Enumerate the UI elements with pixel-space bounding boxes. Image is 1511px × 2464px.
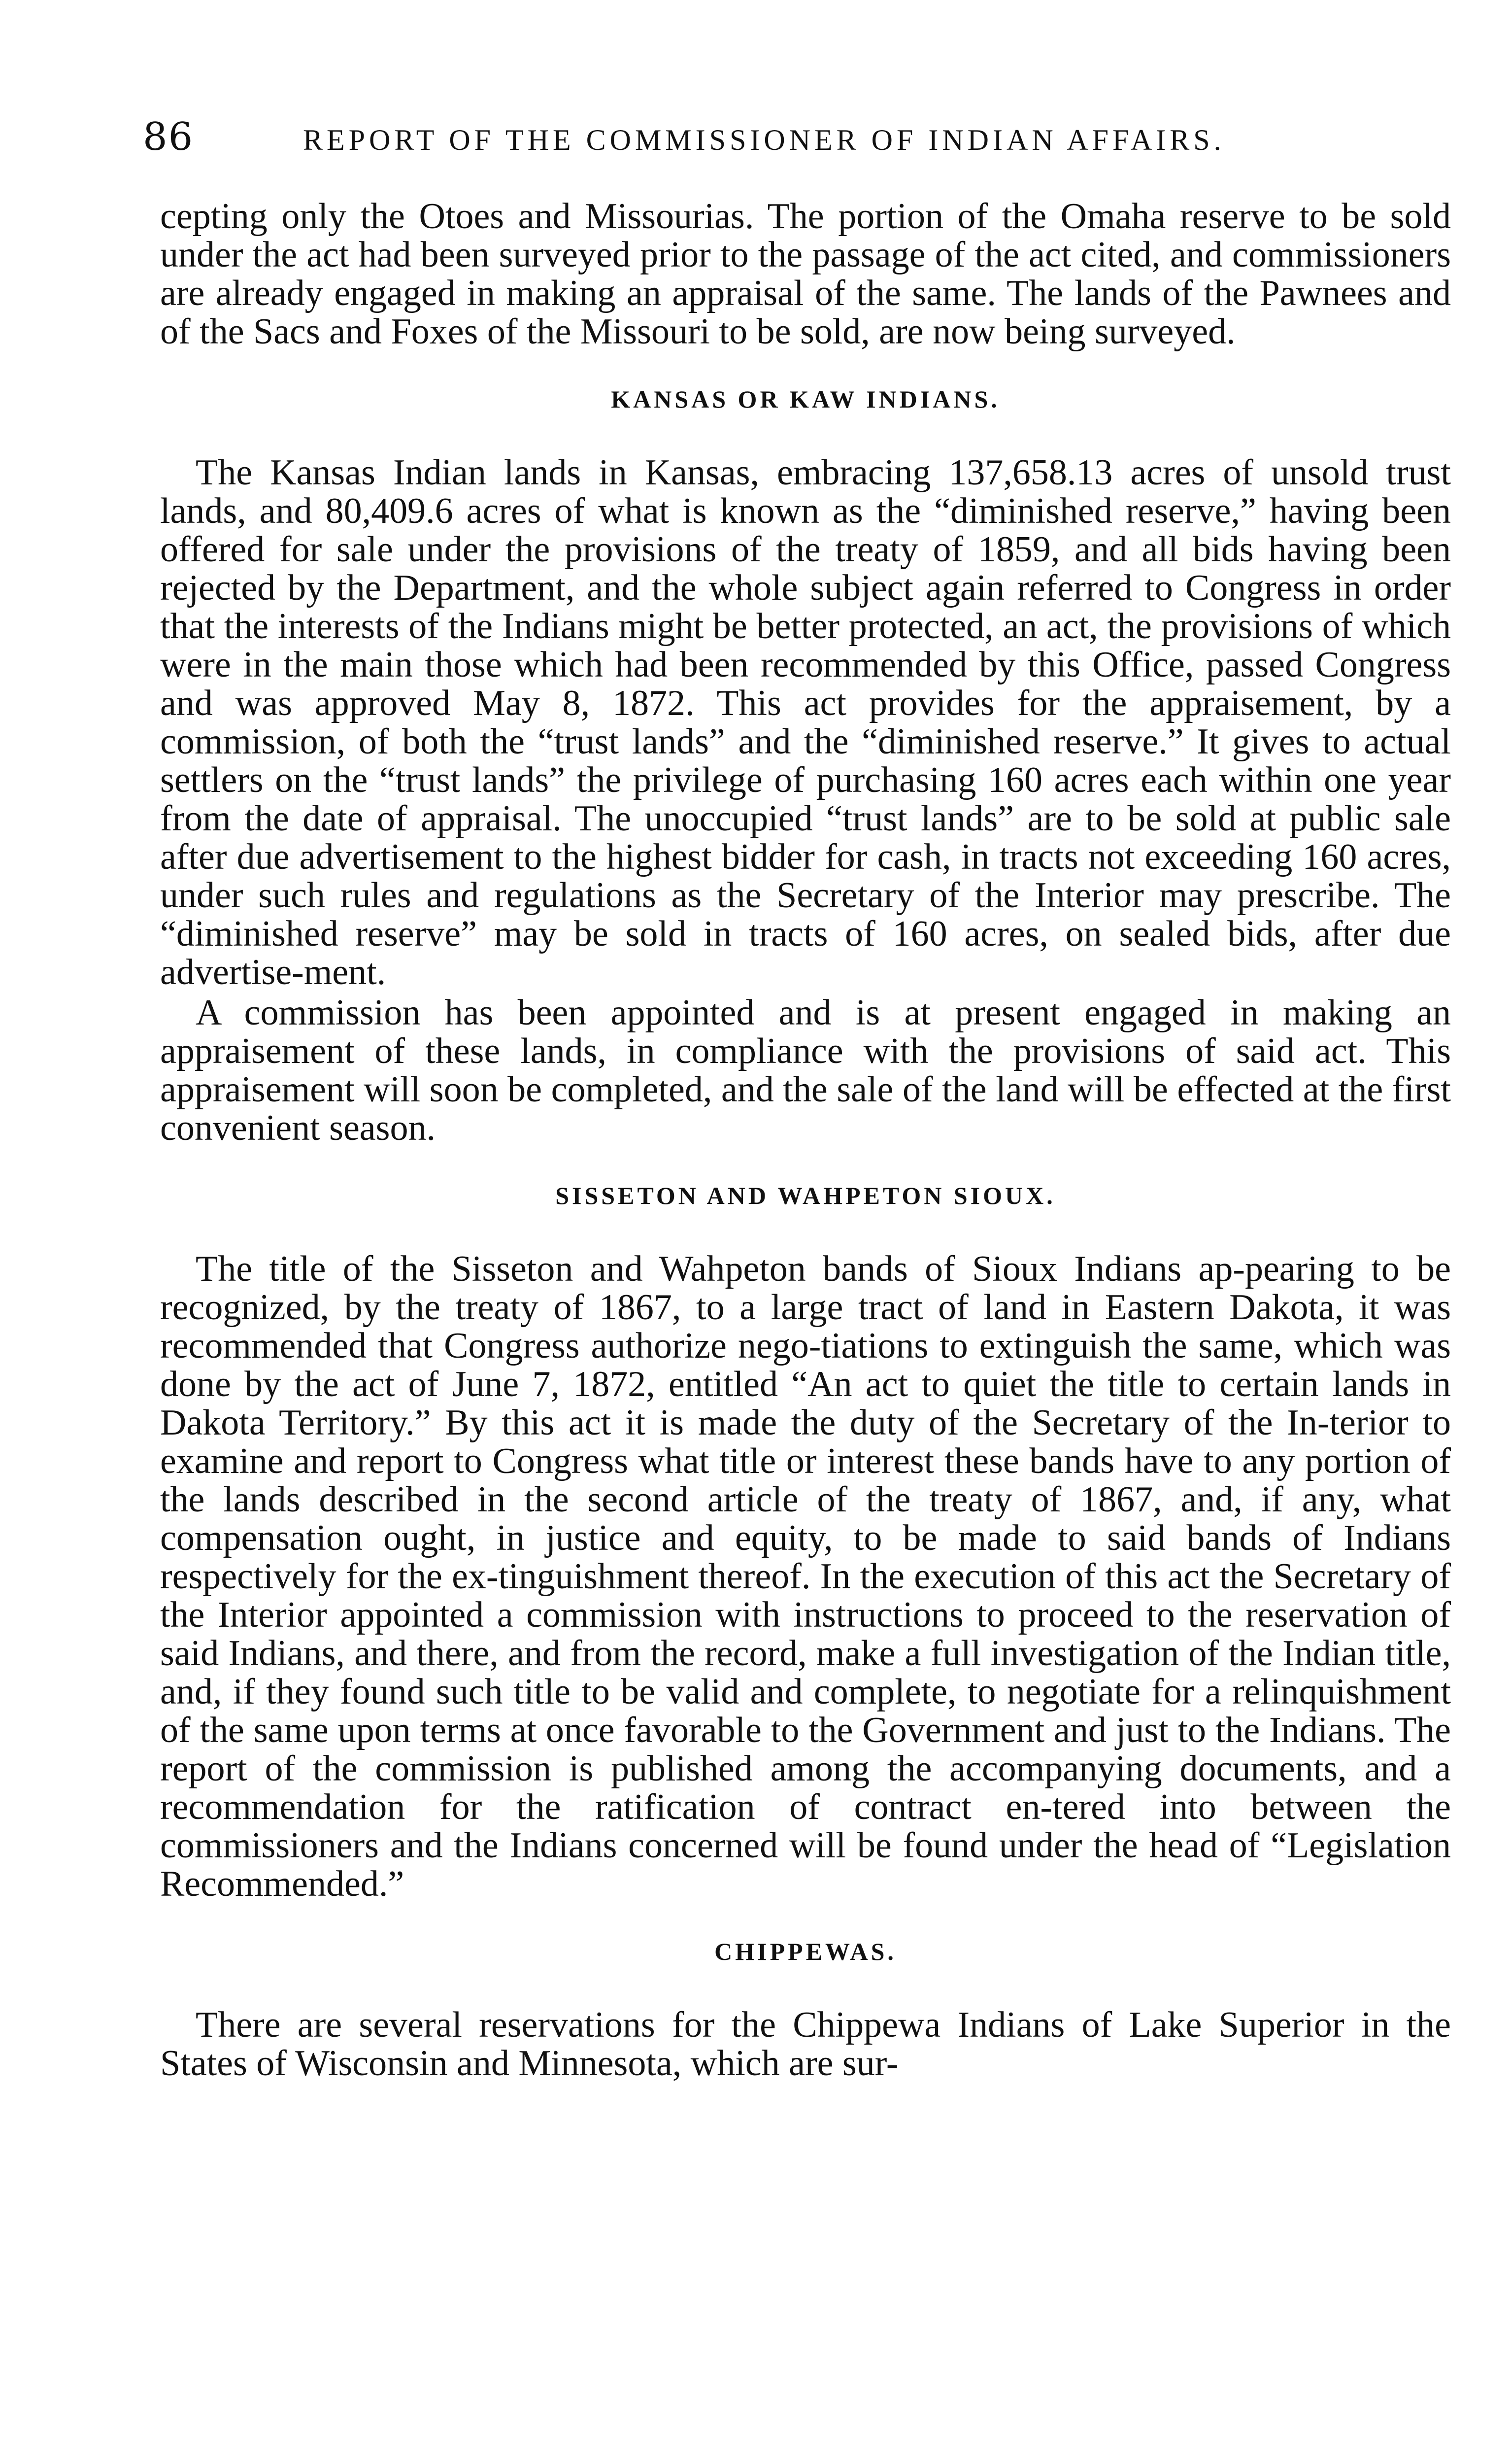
spacer	[160, 1971, 1451, 2006]
spacer	[160, 1215, 1451, 1250]
intro-paragraph: cepting only the Otoes and Missourias. The portion of the Omaha reserve to be sold under the act had been surveyed prior to the passage of the act cited, and commissioners are already engaged in making an appraisal of the same. The lands of the Pawnees and of the Sacs and Foxes of the Missouri to be sold, are now being surveyed.	[160, 196, 1451, 352]
section-heading-chippewas: CHIPPEWAS.	[714, 1938, 897, 1965]
chippewas-paragraph: There are several reservations for the Chippewa Indians of Lake Superior in the States of Wisconsin and Minnesota, which are sur-	[160, 2005, 1451, 2084]
sisseton-paragraph: The title of the Sisseton and Wahpeton bands of Sioux Indians ap-pearing to be recognized, by the treaty of 1867, to a large tract of land in Eastern Dakota, it was recommended that Congress authorize nego-tiations to extinguish the same, which was done by the act of June 7, 1872, entitled “An act to quiet the title to certain lands in Dakota Territory.” By this act it is made the duty of the Secretary of the In-terior to examine and report to Congress what title or interest these bands have to any portion of the lands described in the second article of the treaty of 1867, and, if any, what compensation ought, in justice and equity, to be made to said bands of Indians respectively for the ex-tinguishment thereof. In the execution of this act the Secretary of the Interior appointed a commission with instructions to proceed to the reservation of said Indians, and there, and from the record, make a full investigation of the Indian title, and, if they found such title to be valid and complete, to negotiate for a relinquishment of the same upon terms at once favorable to the Government and just to the Indians. The report of the commission is published among the accompanying documents, and a recommendation for the ratification of contract en-tered into between the commissioners and the Indians concerned will be found under the head of “Legislation Recommended.”	[160, 1249, 1451, 1904]
spacer	[160, 419, 1451, 453]
section-heading-sisseton: SISSETON AND WAHPETON SIOUX.	[555, 1182, 1056, 1209]
kansas-paragraph-1: The Kansas Indian lands in Kansas, embracing 137,658.13 acres of unsold trust lands, and 80,409.6 acres of what is known as the “diminished reserve,” having been offered for sale under the provisions of the treaty of 1859, and all bids having been rejected by the Department, and the whole subject again referred to Congress in order that the interests of the Indians might be better protected, an act, the provisions of which were in the main those which had been recommended by this Office, passed Congress and was approved May 8, 1872. This act provides for the appraisement, by a commission, of both the “trust lands” and the “diminished reserve.” It gives to actual settlers on the “trust lands” the privilege of purchasing 160 acres each within one year from the date of appraisal. The unoccupied “trust lands” are to be sold at public sale after due advertisement to the highest bidder for cash, in tracts not exceeding 160 acres, under such rules and regulations as the Secretary of the Interior may prescribe. The “diminished reserve” may be sold in tracts of 160 acres, on sealed bids, after due advertise-ment.	[160, 452, 1451, 992]
kansas-paragraph-2: A commission has been appointed and is at present engaged in making an appraisement of these lands, in compliance with the provisions of said act. This appraisement will soon be completed, and the sale of the land will be effected at the first convenient season.	[160, 992, 1451, 1148]
section-heading-kansas: KANSAS OR KAW INDIANS.	[611, 385, 1000, 413]
text-body	[160, 197, 1451, 2083]
spacer	[160, 1903, 1451, 1932]
running-head	[143, 112, 1453, 162]
running-title: REPORT OF THE COMMISSIONER OF INDIAN AFFAIRS.	[303, 124, 1225, 156]
page-number: 86	[143, 115, 194, 159]
spacer	[160, 1147, 1451, 1176]
spacer	[160, 351, 1451, 379]
